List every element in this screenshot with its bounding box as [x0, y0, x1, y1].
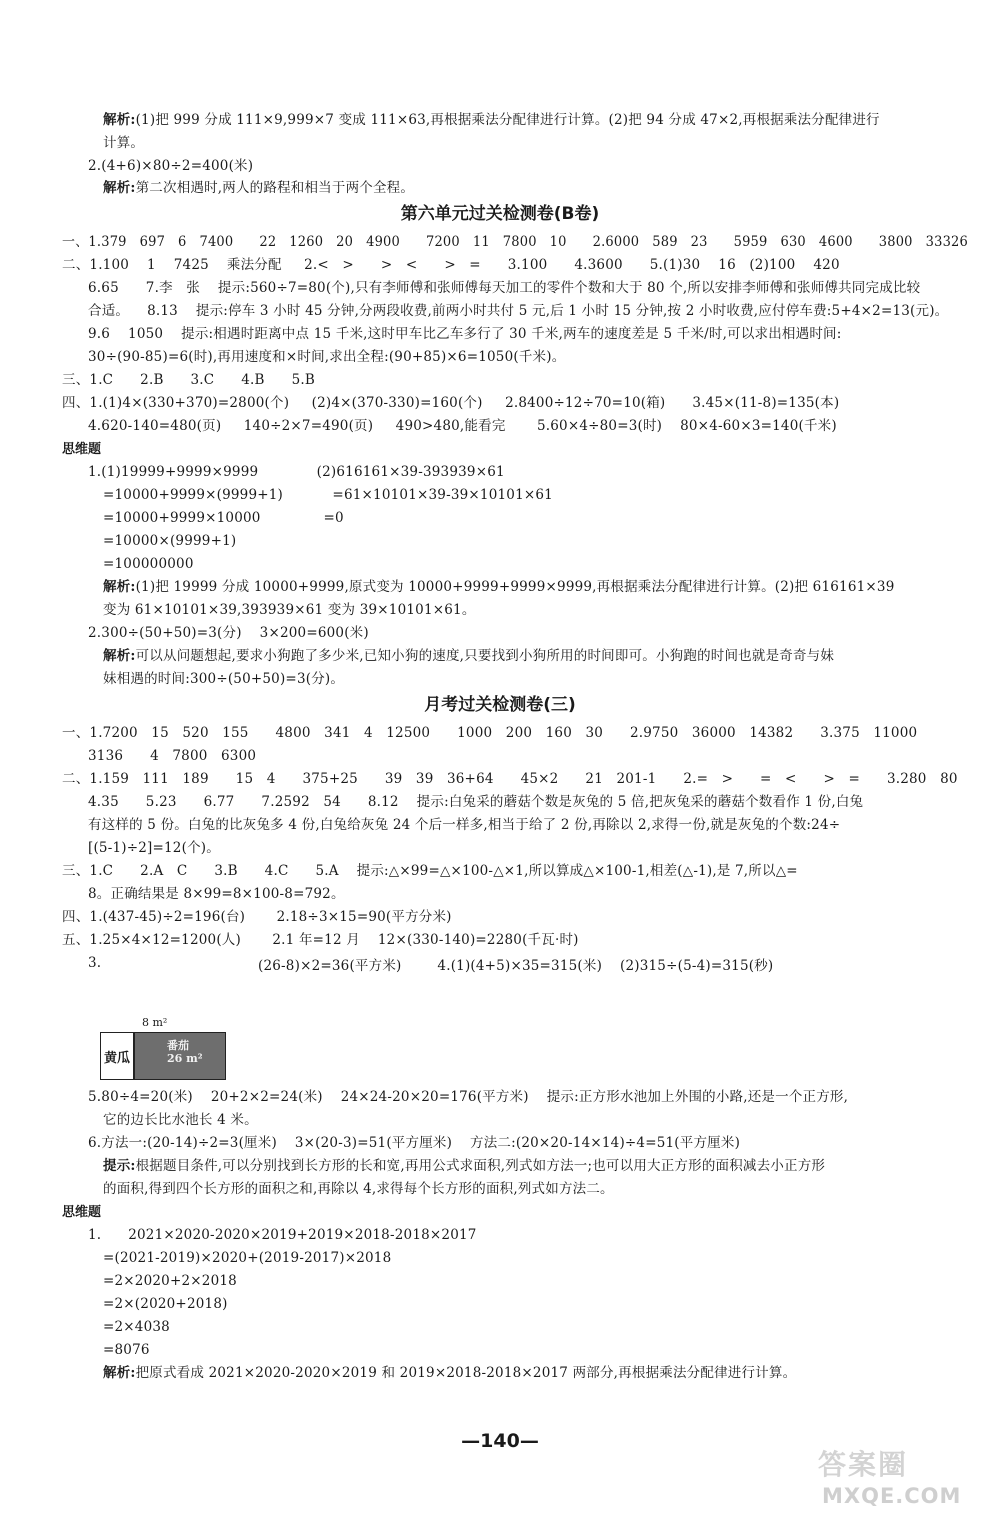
answer-line: 计算。: [103, 135, 145, 151]
answer-line: 解析:可以从问题想起,要求小狗跑了多少米,已知小狗的速度,只要找到小狗所用的时间即可。小狗跑的时间也就是奇奇与妹: [103, 648, 835, 664]
answer-line: =10000+9999×(9999+1) =61×10101×39-39×10101×61: [103, 487, 553, 503]
answer-line: 5.80÷4=20(米) 20+2×2=24(米) 24×24-20×20=176(平方米) 提示:正方形水池加上外围的小路,还是一个正方形,: [88, 1089, 849, 1105]
answer-line: =2×(2020+2018): [103, 1296, 228, 1312]
answer-line: 的面积,得到四个长方形的面积之和,再除以 4,求得每个长方形的面积,列式如方法二。: [103, 1181, 614, 1197]
answer-line: 提示:根据题目条件,可以分别找到长方形的长和宽,再用公式求面积,列式如方法一;也可以用大正方形的面积减去小正方形: [103, 1158, 826, 1174]
line-label: 解析:: [103, 1365, 136, 1381]
tomato-plot: [134, 1032, 226, 1080]
answer-line: 3.: [88, 955, 102, 971]
line-label: 提示:: [103, 1158, 136, 1174]
diagram-area-label: 8 m²: [142, 1016, 168, 1029]
answer-line: 一、1.7200 15 520 155 4800 341 4 12500 1000 200 160 30 2.9750 36000 14382 3.375 11000: [62, 725, 918, 741]
answer-line: 四、1.(437-45)÷2=196(台) 2.18÷3×15=90(平方分米): [62, 909, 452, 925]
answer-line: =10000×(9999+1): [103, 533, 237, 549]
answer-line: 30÷(90-85)=6(时),再用速度和×时间,求出全程:(90+85)×6=1050(千米)。: [88, 349, 566, 365]
answer-line: =2×4038: [103, 1319, 170, 1335]
answer-line: 三、1.C 2.B 3.C 4.B 5.B: [62, 372, 316, 388]
line-label: 解析:: [103, 180, 136, 196]
cucumber-label: 黄瓜: [103, 1050, 130, 1066]
answer-line: 解析:把原式看成 2021×2020-2020×2019 和 2019×2018-2018×2017 两部分,再根据乘法分配律进行计算。: [103, 1365, 797, 1381]
answer-line: 2.(4+6)×80÷2=400(米): [88, 158, 254, 174]
answer-line: =(2021-2019)×2020+(2019-2017)×2018: [103, 1250, 392, 1266]
answer-line: [(5-1)÷2]=12(个)。: [88, 840, 220, 856]
tomato-label: 番茄: [167, 1039, 189, 1052]
answer-line: 解析:(1)把 999 分成 111×9,999×7 变成 111×63,再根据乘法分配律进行计算。(2)把 94 分成 47×2,再根据乘法分配律进行: [103, 112, 880, 128]
answer-line: 它的边长比水池长 4 米。: [103, 1112, 258, 1128]
answer-line: 二、1.159 111 189 15 4 375+25 39 39 36+64 45×2 21 201-1 2.= > = < > = 3.280 80: [62, 771, 958, 787]
answer-line: =2×2020+2×2018: [103, 1273, 237, 1289]
answer-line: 4.620-140=480(页) 140÷2×7=490(页) 490>480,能看完 5.60×4÷80=3(时) 80×4-60×3=140(千米): [88, 418, 837, 434]
watermark-url: MXQE.COM: [822, 1484, 962, 1508]
section-heading: 第六单元过关检测卷(B卷): [400, 204, 600, 224]
answer-line: =100000000: [103, 556, 194, 572]
answer-line: 9.6 1050 提示:相遇时距离中点 15 千米,这时甲车比乙车多行了 30 千米,两车的速度差是 5 千米/时,可以求出相遇时间:: [88, 326, 842, 342]
garden-diagram: [100, 1016, 230, 1082]
answer-line: 解析:(1)把 19999 分成 10000+9999,原式变为 10000+9999+9999×9999,再根据乘法分配律进行计算。(2)把 616161×39: [103, 579, 895, 595]
thinking-label: 思维题: [62, 442, 102, 457]
answer-line: =10000+9999×10000 =0: [103, 510, 344, 526]
line-label: 解析:: [103, 112, 136, 128]
answer-line: (26-8)×2=36(平方米) 4.(1)(4+5)×35=315(米) (2)315÷(5-4)=315(秒): [258, 958, 774, 974]
answer-line: 4.35 5.23 6.77 7.2592 54 8.12 提示:白兔采的蘑菇个数是灰兔的 5 倍,把灰兔采的蘑菇个数看作 1 份,白兔: [88, 794, 864, 810]
answer-line: 妹相遇的时间:300÷(50+50)=3(分)。: [103, 671, 345, 687]
answer-line: 1.(1)19999+9999×9999 (2)616161×39-393939×61: [88, 464, 505, 480]
answer-line: 8。正确结果是 8×99=8×100-8=792。: [88, 886, 345, 902]
tomato-area-label: 26 m²: [167, 1052, 203, 1065]
answer-line: =8076: [103, 1342, 150, 1358]
answer-line: 6.方法一:(20-14)÷2=3(厘米) 3×(20-3)=51(平方厘米) 方法二:(20×20-14×14)÷4=51(平方厘米): [88, 1135, 741, 1151]
answer-line: 1. 2021×2020-2020×2019+2019×2018-2018×2017: [88, 1227, 477, 1243]
answer-line: 三、1.C 2.A C 3.B 4.C 5.A 提示:△×99=△×100-△×1,所以算成△×100-1,相差(△-1),是 7,所以△=: [62, 863, 798, 879]
answer-line: 2.300÷(50+50)=3(分) 3×200=600(米): [88, 625, 369, 641]
section-heading: 月考过关检测卷(三): [424, 695, 576, 715]
answer-line: 解析:第二次相遇时,两人的路程和相当于两个全程。: [103, 180, 415, 196]
answer-line: 有这样的 5 份。白兔的比灰兔多 4 份,白兔给灰兔 24 个后一样多,相当于给了 2 份,再除以 2,求得一份,就是灰兔的个数:24÷: [88, 817, 841, 833]
answer-line: 四、1.(1)4×(330+370)=2800(个) (2)4×(370-330)=160(个) 2.8400÷12÷70=10(箱) 3.45×(11-8)=135(本): [62, 395, 840, 411]
page-number: —140—: [461, 1430, 539, 1452]
answer-line: 二、1.100 1 7425 乘法分配 2.< > > < > = 3.100 4.3600 5.(1)30 16 (2)100 420: [62, 257, 840, 273]
line-label: 解析:: [103, 579, 136, 595]
answer-line: 五、1.25×4×12=1200(人) 2.1 年=12 月 12×(330-140)=2280(千瓦·时): [62, 932, 579, 948]
line-label: 解析:: [103, 648, 136, 664]
cucumber-plot: [100, 1032, 134, 1080]
answer-line: 变为 61×10101×39,393939×61 变为 39×10101×61。: [103, 602, 476, 618]
answer-line: 6.65 7.李 张 提示:560÷7=80(个),只有李师傅和张师傅每天加工的零件个数和大于 80 个,所以安排李师傅和张师傅共同完成比较: [88, 280, 921, 296]
thinking-label: 思维题: [62, 1205, 102, 1220]
answer-line: 3136 4 7800 6300: [88, 748, 257, 764]
watermark-logo: 答案圈: [818, 1448, 909, 1481]
answer-line: 合适。 8.13 提示:停车 3 小时 45 分钟,分两段收费,前两小时共付 5 元,后 1 小时 15 分钟,按 2 小时收费,应付停车费:5+4×2=13(元)。: [88, 303, 949, 319]
answer-line: 一、1.379 697 6 7400 22 1260 20 4900 7200 11 7800 10 2.6000 589 23 5959 630 4600 3800 33326: [62, 234, 969, 250]
